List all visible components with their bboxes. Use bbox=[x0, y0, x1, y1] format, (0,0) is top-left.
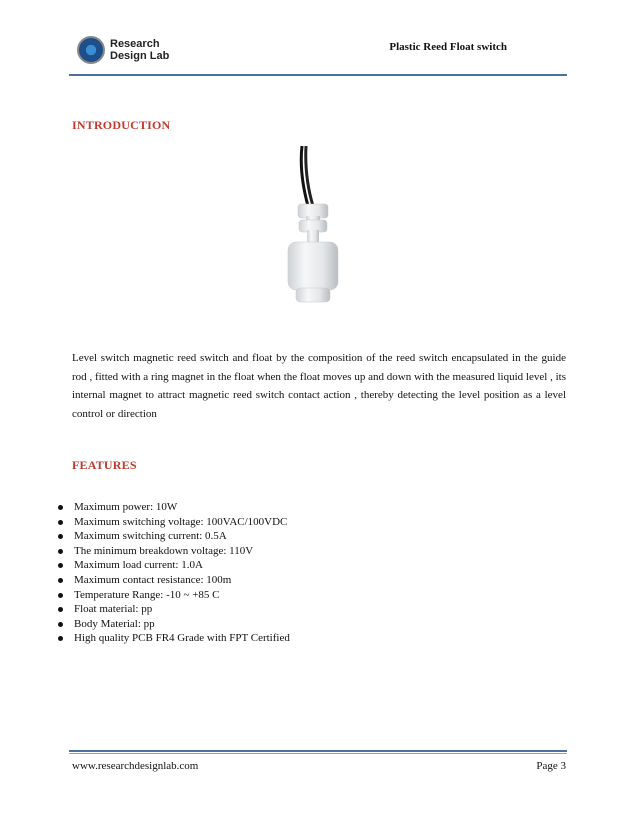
bullet-icon bbox=[58, 534, 63, 539]
float-switch-image bbox=[262, 146, 370, 314]
feature-text: Maximum switching voltage: 100VAC/100VDC bbox=[74, 515, 288, 528]
company-logo bbox=[77, 36, 187, 76]
feature-text: High quality PCB FR4 Grade with FPT Certified bbox=[74, 632, 290, 645]
list-item bbox=[0, 602, 290, 617]
list-item bbox=[0, 558, 290, 573]
feature-text: Maximum load current: 1.0A bbox=[74, 559, 203, 572]
feature-text: Float material: pp bbox=[74, 603, 153, 616]
feature-text: Maximum switching current: 0.5A bbox=[74, 530, 227, 543]
list-item bbox=[0, 500, 290, 515]
logo-line2: Design Lab bbox=[110, 50, 170, 62]
list-item bbox=[0, 515, 290, 530]
logo-line1: Research bbox=[110, 38, 160, 50]
bullet-icon bbox=[58, 578, 63, 583]
feature-text: Body Material: pp bbox=[74, 617, 155, 630]
introduction-heading: INTRODUCTION bbox=[72, 118, 171, 132]
bullet-icon bbox=[58, 549, 63, 554]
bullet-icon bbox=[58, 520, 63, 525]
list-item bbox=[0, 617, 290, 632]
footer-divider-thin bbox=[69, 753, 567, 754]
list-item bbox=[0, 573, 290, 588]
logo-text bbox=[110, 38, 169, 62]
features-heading: FEATURES bbox=[72, 458, 137, 472]
nut-top-icon bbox=[298, 204, 328, 218]
feature-text: Maximum contact resistance: 100m bbox=[74, 573, 232, 586]
footer-website: www.researchdesignlab.com bbox=[72, 760, 199, 772]
introduction-paragraph: Level switch magnetic reed switch and float by the composition of the reed switch encapsulated in the guide rod , fitted with a ring magnet in the float when the float moves up and down with the measured liquid level , its internal magnet to attract magnetic reed switch contact action , thereby detecting the level position as a level control or direction bbox=[72, 352, 566, 420]
feature-text: Maximum power: 10W bbox=[74, 501, 178, 513]
page-header bbox=[0, 0, 638, 80]
page-number: Page 3 bbox=[536, 760, 566, 772]
float-body-icon bbox=[288, 242, 338, 290]
bullet-icon bbox=[58, 636, 63, 641]
bullet-icon bbox=[58, 563, 63, 568]
document-title: Plastic Reed Float switch bbox=[389, 41, 507, 53]
logo-emblem-icon bbox=[77, 36, 105, 64]
bullet-icon bbox=[58, 622, 63, 627]
header-divider bbox=[69, 74, 567, 76]
list-item bbox=[0, 529, 290, 544]
footer-divider bbox=[69, 750, 567, 752]
list-item bbox=[0, 544, 290, 559]
bullet-icon bbox=[58, 593, 63, 598]
feature-text: The minimum breakdown voltage: 110V bbox=[74, 544, 254, 557]
features-list bbox=[0, 500, 290, 646]
bullet-icon bbox=[58, 607, 63, 612]
feature-text: Temperature Range: -10 ~ +85 C bbox=[74, 588, 220, 601]
list-item bbox=[0, 631, 290, 646]
bullet-icon bbox=[58, 505, 63, 510]
list-item bbox=[0, 588, 290, 603]
float-end-cap-icon bbox=[296, 288, 330, 302]
